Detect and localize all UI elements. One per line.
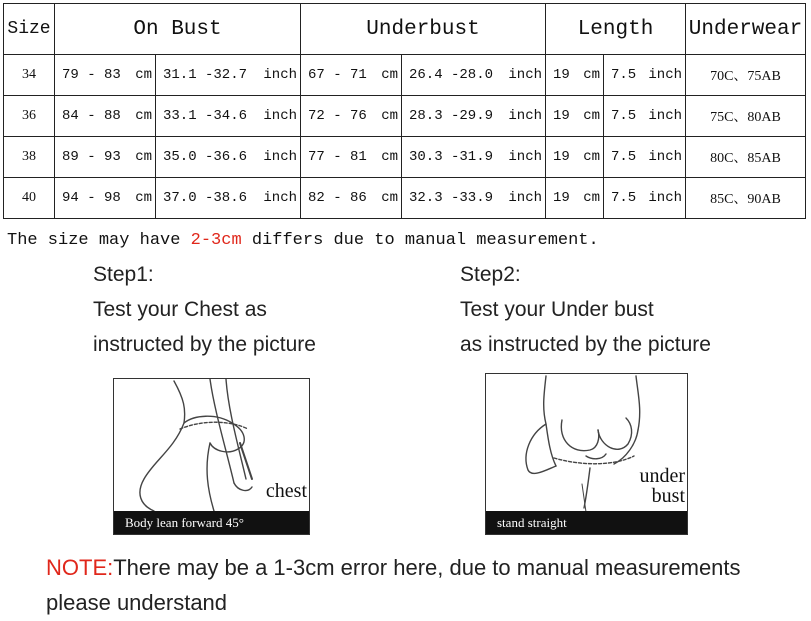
underwear-cell-value: 75C、80AB <box>710 110 781 125</box>
underwear-cell <box>686 178 806 219</box>
underbust-cm-cell <box>301 178 402 219</box>
bust-cm-cell-unit: cm <box>135 149 152 165</box>
underbust-cm-cell-unit: cm <box>381 67 398 83</box>
header-length: Length <box>546 4 686 55</box>
step1-line2: instructed by the picture <box>93 333 316 356</box>
header-size: Size <box>4 4 55 55</box>
length-inch-cell <box>604 55 686 96</box>
step2-line1: Test your Under bust <box>460 298 654 321</box>
bust-cm-cell-value: 94 - 98 <box>62 190 121 206</box>
bust-inch-cell-value: 33.1 -34.6 <box>163 108 248 124</box>
length-cm-cell <box>546 96 604 137</box>
bust-inch-cell-unit: inch <box>263 149 297 165</box>
underbust-cm-cell-value: 82 - 86 <box>308 190 367 206</box>
underbust-inch-cell-value: 30.3 -31.9 <box>409 149 494 165</box>
chest-image-caption: Body lean forward 45° <box>114 511 309 534</box>
note-prefix: NOTE: <box>46 555 114 580</box>
underbust-cm-cell <box>301 137 402 178</box>
underbust-cm-cell-unit: cm <box>381 149 398 165</box>
underbust-cm-cell-value: 77 - 81 <box>308 149 367 165</box>
chest-measure-illustration <box>113 378 310 535</box>
underwear-cell-value: 80C、85AB <box>710 151 781 166</box>
length-inch-cell-value: 7.5 <box>611 190 637 206</box>
bust-inch-cell <box>156 55 301 96</box>
underwear-cell <box>686 55 806 96</box>
underwear-cell <box>686 96 806 137</box>
step1-title: Step1: <box>93 263 154 286</box>
bust-cm-cell-unit: cm <box>135 108 152 124</box>
bust-cm-cell <box>55 137 156 178</box>
length-cm-cell <box>546 178 604 219</box>
length-cm-cell-value: 19 <box>553 190 570 206</box>
bust-inch-cell-value: 31.1 -32.7 <box>163 67 248 83</box>
underbust-label <box>615 466 685 506</box>
table-row <box>4 96 806 137</box>
underwear-cell-value: 70C、75AB <box>710 69 781 84</box>
bust-inch-cell-unit: inch <box>263 108 297 124</box>
size-cell <box>4 137 55 178</box>
step2-title: Step2: <box>460 263 521 286</box>
length-inch-cell-unit: inch <box>648 108 682 124</box>
bust-cm-cell-value: 89 - 93 <box>62 149 121 165</box>
length-inch-cell <box>604 137 686 178</box>
length-cm-cell-unit: cm <box>583 108 600 124</box>
step2-line2: as instructed by the picture <box>460 333 711 356</box>
step1-line1: Test your Chest as <box>93 298 267 321</box>
underbust-cm-cell-value: 67 - 71 <box>308 67 367 83</box>
size-cell <box>4 55 55 96</box>
header-underbust: Underbust <box>301 4 546 55</box>
size-note-suffix: differs due to manual measurement. <box>241 231 599 250</box>
bust-cm-cell <box>55 55 156 96</box>
underbust-cm-cell-unit: cm <box>381 190 398 206</box>
bust-cm-cell-value: 79 - 83 <box>62 67 121 83</box>
length-inch-cell-unit: inch <box>648 149 682 165</box>
underbust-inch-cell-value: 26.4 -28.0 <box>409 67 494 83</box>
header-on-bust: On Bust <box>55 4 301 55</box>
underbust-measure-illustration <box>485 373 688 535</box>
underbust-inch-cell <box>402 137 546 178</box>
underbust-cm-cell <box>301 55 402 96</box>
bust-inch-cell <box>156 137 301 178</box>
bust-cm-cell <box>55 178 156 219</box>
length-inch-cell-value: 7.5 <box>611 149 637 165</box>
underbust-label-bust: bust <box>651 485 685 507</box>
length-cm-cell-value: 19 <box>553 108 570 124</box>
underbust-image-caption: stand straight <box>486 511 687 534</box>
chest-label: chest <box>265 480 307 502</box>
underwear-cell <box>686 137 806 178</box>
underbust-inch-cell-unit: inch <box>508 108 542 124</box>
length-inch-cell-value: 7.5 <box>611 108 637 124</box>
underbust-cm-cell-unit: cm <box>381 108 398 124</box>
length-cm-cell-unit: cm <box>583 190 600 206</box>
step1-instructions <box>93 257 316 362</box>
length-inch-cell <box>604 96 686 137</box>
length-cm-cell-value: 19 <box>553 149 570 165</box>
measurement-error-note <box>46 550 786 620</box>
underwear-cell-value: 85C、90AB <box>710 192 781 207</box>
length-cm-cell-value: 19 <box>553 67 570 83</box>
underbust-inch-cell-value: 32.3 -33.9 <box>409 190 494 206</box>
underbust-inch-cell <box>402 178 546 219</box>
underbust-inch-cell-unit: inch <box>508 190 542 206</box>
bust-inch-cell-value: 35.0 -36.6 <box>163 149 248 165</box>
length-inch-cell-unit: inch <box>648 190 682 206</box>
underbust-cm-cell <box>301 96 402 137</box>
step2-instructions <box>460 257 711 362</box>
underbust-figure-drawing <box>486 374 687 534</box>
underbust-inch-cell-unit: inch <box>508 67 542 83</box>
bust-cm-cell-unit: cm <box>135 67 152 83</box>
size-cell <box>4 96 55 137</box>
size-cell-value: 40 <box>22 190 36 205</box>
size-cell <box>4 178 55 219</box>
bust-cm-cell-unit: cm <box>135 190 152 206</box>
length-cm-cell-unit: cm <box>583 149 600 165</box>
bust-inch-cell <box>156 96 301 137</box>
length-cm-cell <box>546 137 604 178</box>
size-cell-value: 38 <box>22 149 36 164</box>
length-inch-cell-value: 7.5 <box>611 67 637 83</box>
note-text: There may be a 1-3cm error here, due to manual measurements please understand <box>46 555 741 615</box>
size-note-prefix: The size may have <box>7 231 191 250</box>
bust-inch-cell-unit: inch <box>263 190 297 206</box>
underbust-inch-cell <box>402 96 546 137</box>
bust-inch-cell-value: 37.0 -38.6 <box>163 190 248 206</box>
underbust-inch-cell-unit: inch <box>508 149 542 165</box>
table-row <box>4 178 806 219</box>
table-row <box>4 55 806 96</box>
size-cell-value: 36 <box>22 108 36 123</box>
size-cell-value: 34 <box>22 67 36 82</box>
bust-inch-cell <box>156 178 301 219</box>
header-underwear: Underwear <box>686 4 806 55</box>
length-cm-cell-unit: cm <box>583 67 600 83</box>
underbust-label-under: under <box>639 465 685 487</box>
table-row <box>4 137 806 178</box>
size-chart-table <box>3 3 806 219</box>
length-cm-cell <box>546 55 604 96</box>
length-inch-cell <box>604 178 686 219</box>
size-note-highlight: 2-3cm <box>190 231 242 250</box>
table-header-row <box>4 4 806 55</box>
size-variance-note <box>7 231 599 250</box>
length-inch-cell-unit: inch <box>648 67 682 83</box>
underbust-cm-cell-value: 72 - 76 <box>308 108 367 124</box>
bust-inch-cell-unit: inch <box>263 67 297 83</box>
bust-cm-cell <box>55 96 156 137</box>
underbust-inch-cell <box>402 55 546 96</box>
bust-cm-cell-value: 84 - 88 <box>62 108 121 124</box>
table-body <box>4 55 806 219</box>
underbust-inch-cell-value: 28.3 -29.9 <box>409 108 494 124</box>
